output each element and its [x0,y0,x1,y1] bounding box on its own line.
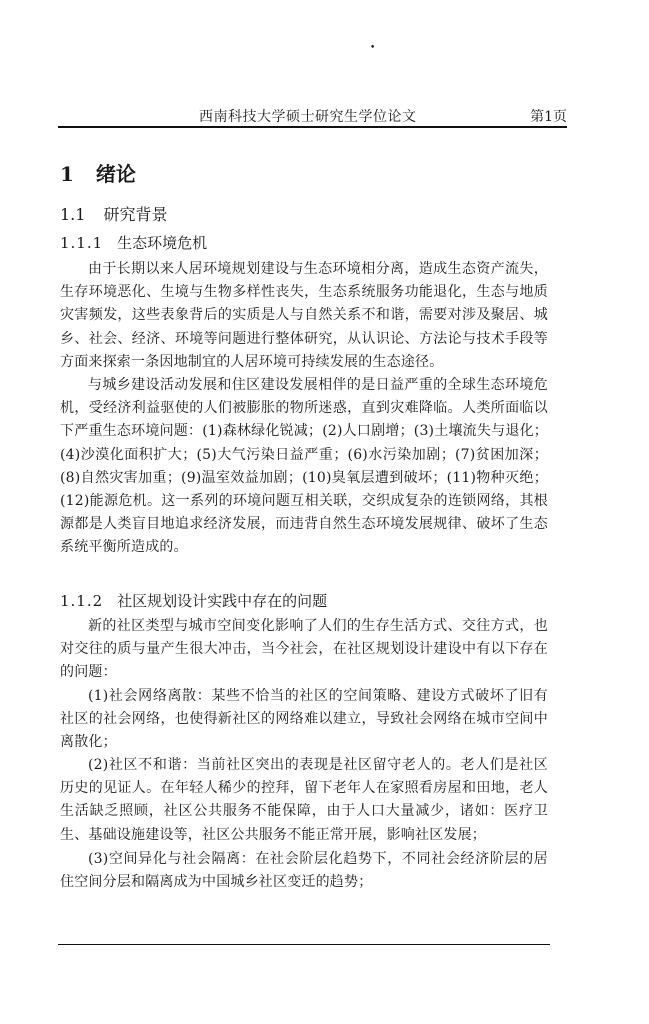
chapter-number: 1 [60,162,74,186]
subsection-number: 1.1.1 [60,234,104,252]
subsection-heading [60,232,207,253]
footer-rule [58,944,550,945]
header-title: 西南科技大学硕士研究生学位论文 [199,109,417,125]
header-page-number: 第1页 [530,109,567,125]
subsection-heading [60,590,327,611]
chapter-title: 绪论 [95,162,136,186]
running-header [58,104,567,128]
subsection-title: 社区规划设计实践中存在的问题 [117,592,328,610]
section-heading [60,202,167,225]
list-paragraph: (2)社区不和谐：当前社区突出的表现是社区留守老人的。老人们是社区历史的见证人。在年轻人稀少的控拜，留下老年人在家照看房屋和田地，老人生活缺乏照顾，社区公共服务不能保障，由于人口大量减少，诸如：医疗卫生、基础设施建设等，社区公共服务不能正常开展，影响社区发展； [60,757,548,843]
body-paragraph: 由于长期以来人居环境规划建设与生态环境相分离，造成生态资产流失，生存环境恶化、生境与生物多样性丧失，生态系统服务功能退化，生态与地质灾害频发，这些表象背后的实质是人与自然关系不和谐，需要对涉及聚居、城乡、社会、经济、环境等问题进行整体研究，从认识论、方法论与技术手段等方面来探索一条因地制宜的人居环境可持续发展的生态途径。 [60,261,548,370]
body-paragraph: 新的社区类型与城市空间变化影响了人们的生存生活方式、交往方式，也对交往的质与量产生很大冲击，当今社会，在社区规划设计建设中有以下存在的问题： [60,618,548,681]
section-title: 研究背景 [103,205,168,224]
list-paragraph: (1)社会网络离散：某些不恰当的社区的空间策略、建设方式破坏了旧有社区的社会网络，也使得新社区的网络难以建立，导致社会网络在城市空间中离散化； [60,688,548,751]
subsection-title: 生态环境危机 [117,234,208,252]
section-number: 1.1 [60,205,86,224]
body-paragraph: 与城乡建设活动发展和住区建设发展相伴的是日益严重的全球生态环境危机，受经济利益驱使的人们被膨胀的物所迷惑，直到灾难降临。人类所面临以下严重生态环境问题：(1)森林绿化锐减；(2)人口剧增；(3)土壤流失与退化；(4)沙漠化面积扩大；(5)大气污染日益严重；(6)水污染加剧；(7)贫困加深；(8)自然灾害加重；(9)温室效益加剧；(10)臭氧层遭到破坏；(11)物种灭绝；(12)能源危机。这一系列的环境问题互相关联，交织成复杂的连锁网络，其根源都是人类盲目地追求经济发展，而违背自然生态环境发展规律、破坏了生态系统平衡所造成的。 [60,377,548,556]
chapter-heading [60,158,136,187]
subsection-number: 1.1.2 [60,592,104,610]
scan-speck: • [370,43,376,53]
list-paragraph: (3)空间异化与社会隔离：在社会阶层化趋势下，不同社会经济阶层的居住空间分层和隔离成为中国城乡社区变迁的趋势； [60,851,548,891]
